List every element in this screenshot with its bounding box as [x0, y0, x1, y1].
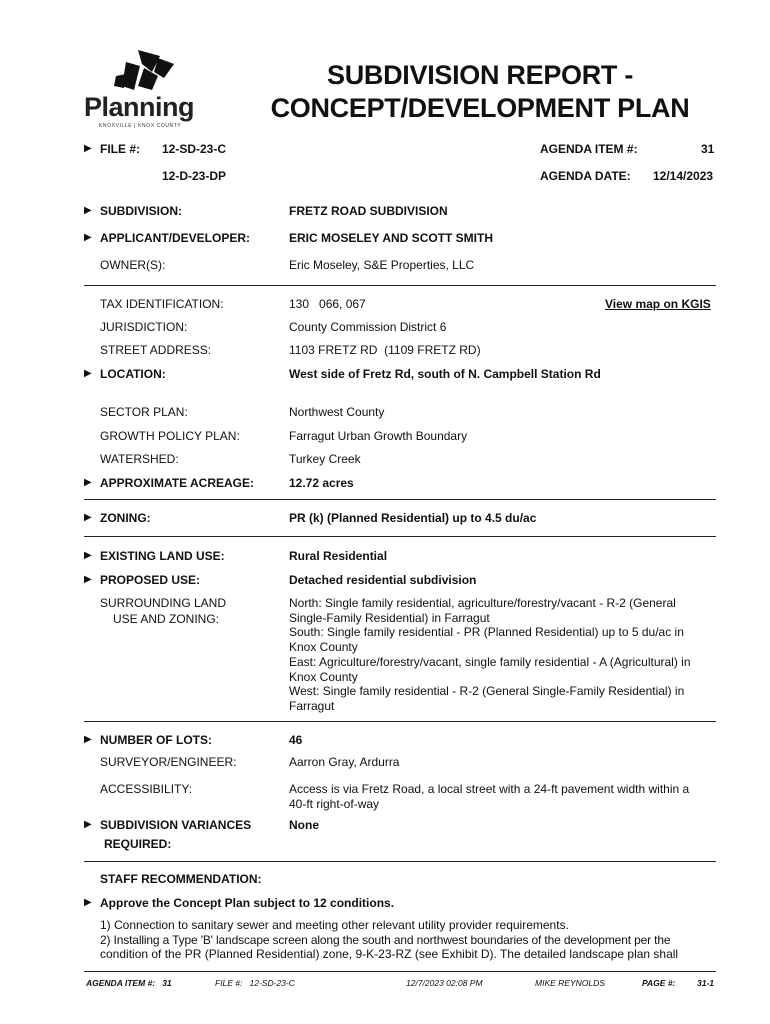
applicant-label: APPLICANT/DEVELOPER:	[100, 231, 251, 245]
acreage-value: 12.72 acres	[289, 476, 354, 490]
surrounding-label-2: USE AND ZONING:	[113, 612, 220, 626]
existing-land-use-value: Rural Residential	[289, 549, 388, 563]
file-number-2: 12-D-23-DP	[162, 169, 227, 183]
divider	[84, 499, 716, 500]
growth-policy-label: GROWTH POLICY PLAN:	[100, 429, 240, 443]
arrow-icon: ▶	[84, 232, 92, 243]
street-address-label: STREET ADDRESS:	[100, 343, 212, 357]
proposed-use-label: PROPOSED USE:	[100, 573, 201, 587]
surveyor-value: Aarron Gray, Ardurra	[289, 755, 400, 769]
footer-file: FILE #: 12-SD-23-C	[215, 978, 295, 988]
footer-page-label: PAGE #:	[642, 978, 676, 988]
recommendation-conditions	[100, 918, 730, 962]
file-number-1: 12-SD-23-C	[162, 142, 227, 156]
divider	[84, 861, 716, 862]
owner-label: OWNER(S):	[100, 258, 166, 272]
variances-value: None	[289, 818, 319, 832]
arrow-icon: ▶	[84, 574, 92, 585]
surrounding-line: East: Agriculture/forestry/vacant, single family residential - A (Agricultural) in	[289, 654, 691, 669]
footer-author: MIKE REYNOLDS	[535, 978, 605, 988]
sector-plan-label: SECTOR PLAN:	[100, 405, 188, 419]
logo-mark-icon	[108, 50, 178, 92]
condition-line: 1) Connection to sanitary sewer and meeting other relevant utility provider requirements.	[100, 918, 569, 932]
location-label: LOCATION:	[100, 367, 166, 381]
lots-value: 46	[289, 733, 303, 747]
footer-agenda-item: AGENDA ITEM #: 31	[86, 978, 172, 988]
agenda-date-label: AGENDA DATE:	[540, 169, 631, 183]
report-title-line1: SUBDIVISION REPORT -	[326, 60, 634, 90]
arrow-icon: ▶	[84, 512, 92, 523]
surrounding-line: Farragut	[289, 698, 335, 713]
arrow-icon: ▶	[84, 205, 92, 216]
arrow-icon: ▶	[84, 368, 92, 379]
owner-value: Eric Moseley, S&E Properties, LLC	[289, 258, 475, 272]
subdivision-label: SUBDIVISION:	[100, 204, 183, 218]
surrounding-line: Single-Family Residential) in Farragut	[289, 610, 490, 625]
lots-label: NUMBER OF LOTS:	[100, 733, 212, 747]
logo-subtitle: KNOXVILLE | KNOX COUNTY	[99, 123, 182, 129]
arrow-icon: ▶	[84, 897, 92, 908]
staff-recommendation-heading: STAFF RECOMMENDATION:	[100, 872, 262, 886]
surrounding-line: North: Single family residential, agriculture/forestry/vacant - R-2 (General	[289, 596, 676, 610]
accessibility-text	[289, 782, 719, 811]
footer-divider	[84, 971, 716, 972]
divider	[84, 721, 716, 722]
jurisdiction-value: County Commission District 6	[289, 320, 447, 334]
subdivision-value: FRETZ ROAD SUBDIVISION	[289, 204, 448, 218]
agenda-item-label: AGENDA ITEM #:	[540, 142, 638, 156]
surrounding-line: South: Single family residential - PR (Planned Residential) up to 5 du/ac in	[289, 625, 684, 640]
arrow-icon: ▶	[84, 734, 92, 745]
sector-plan-value: Northwest County	[289, 405, 385, 419]
agenda-item-value: 31	[701, 142, 715, 156]
accessibility-line: 40-ft right-of-way	[289, 796, 380, 811]
surveyor-label: SURVEYOR/ENGINEER:	[100, 755, 237, 769]
surrounding-line: West: Single family residential - R-2 (General Single-Family Residential) in	[289, 684, 685, 699]
arrow-icon: ▶	[84, 477, 92, 488]
condition-line: 2) Installing a Type 'B' landscape screen along the south and northwest boundaries of the development per the	[100, 932, 671, 947]
watershed-label: WATERSHED:	[100, 452, 179, 466]
accessibility-label: ACCESSIBILITY:	[100, 782, 193, 796]
planning-logo	[84, 50, 194, 130]
acreage-label: APPROXIMATE ACREAGE:	[100, 476, 255, 490]
tax-id-label: TAX IDENTIFICATION:	[100, 297, 224, 311]
file-label: FILE #:	[100, 142, 141, 156]
divider	[84, 285, 716, 286]
arrow-icon: ▶	[84, 143, 92, 154]
divider	[84, 536, 716, 537]
applicant-value: ERIC MOSELEY AND SCOTT SMITH	[289, 231, 494, 245]
surrounding-line: Knox County	[289, 669, 358, 684]
surrounding-zoning-text	[289, 596, 719, 714]
report-title-line2: CONCEPT/DEVELOPMENT PLAN	[270, 93, 690, 123]
growth-policy-value: Farragut Urban Growth Boundary	[289, 429, 468, 443]
location-value: West side of Fretz Rd, south of N. Campbell Station Rd	[289, 367, 601, 381]
kgis-map-link[interactable]: View map on KGIS	[605, 297, 711, 311]
accessibility-line: Access is via Fretz Road, a local street with a 24-ft pavement width within a	[289, 782, 690, 796]
arrow-icon: ▶	[84, 550, 92, 561]
condition-line: condition of the PR (Planned Residential) zone, 9-K-23-RZ (see Exhibit D). The detailed landscape plan shall	[100, 947, 679, 962]
arrow-icon: ▶	[84, 819, 92, 830]
tax-id-value: 130 066, 067	[289, 297, 366, 311]
surrounding-line: Knox County	[289, 640, 358, 655]
recommendation-summary: Approve the Concept Plan subject to 12 conditions.	[100, 896, 395, 910]
variances-label-1: SUBDIVISION VARIANCES	[100, 818, 252, 832]
existing-land-use-label: EXISTING LAND USE:	[100, 549, 225, 563]
proposed-use-value: Detached residential subdivision	[289, 573, 477, 587]
footer-page-value: 31-1	[697, 978, 715, 988]
variances-label-2: REQUIRED:	[104, 837, 172, 851]
street-address-value: 1103 FRETZ RD (1109 FRETZ RD)	[289, 343, 481, 357]
footer-timestamp: 12/7/2023 02:08 PM	[406, 978, 483, 988]
watershed-value: Turkey Creek	[289, 452, 361, 466]
jurisdiction-label: JURISDICTION:	[100, 320, 188, 334]
logo-wordmark: Planning	[84, 92, 194, 122]
agenda-date-value: 12/14/2023	[653, 169, 714, 183]
zoning-value: PR (k) (Planned Residential) up to 4.5 du/ac	[289, 511, 537, 525]
zoning-label: ZONING:	[100, 511, 151, 525]
surrounding-label-1: SURROUNDING LAND	[100, 596, 227, 610]
